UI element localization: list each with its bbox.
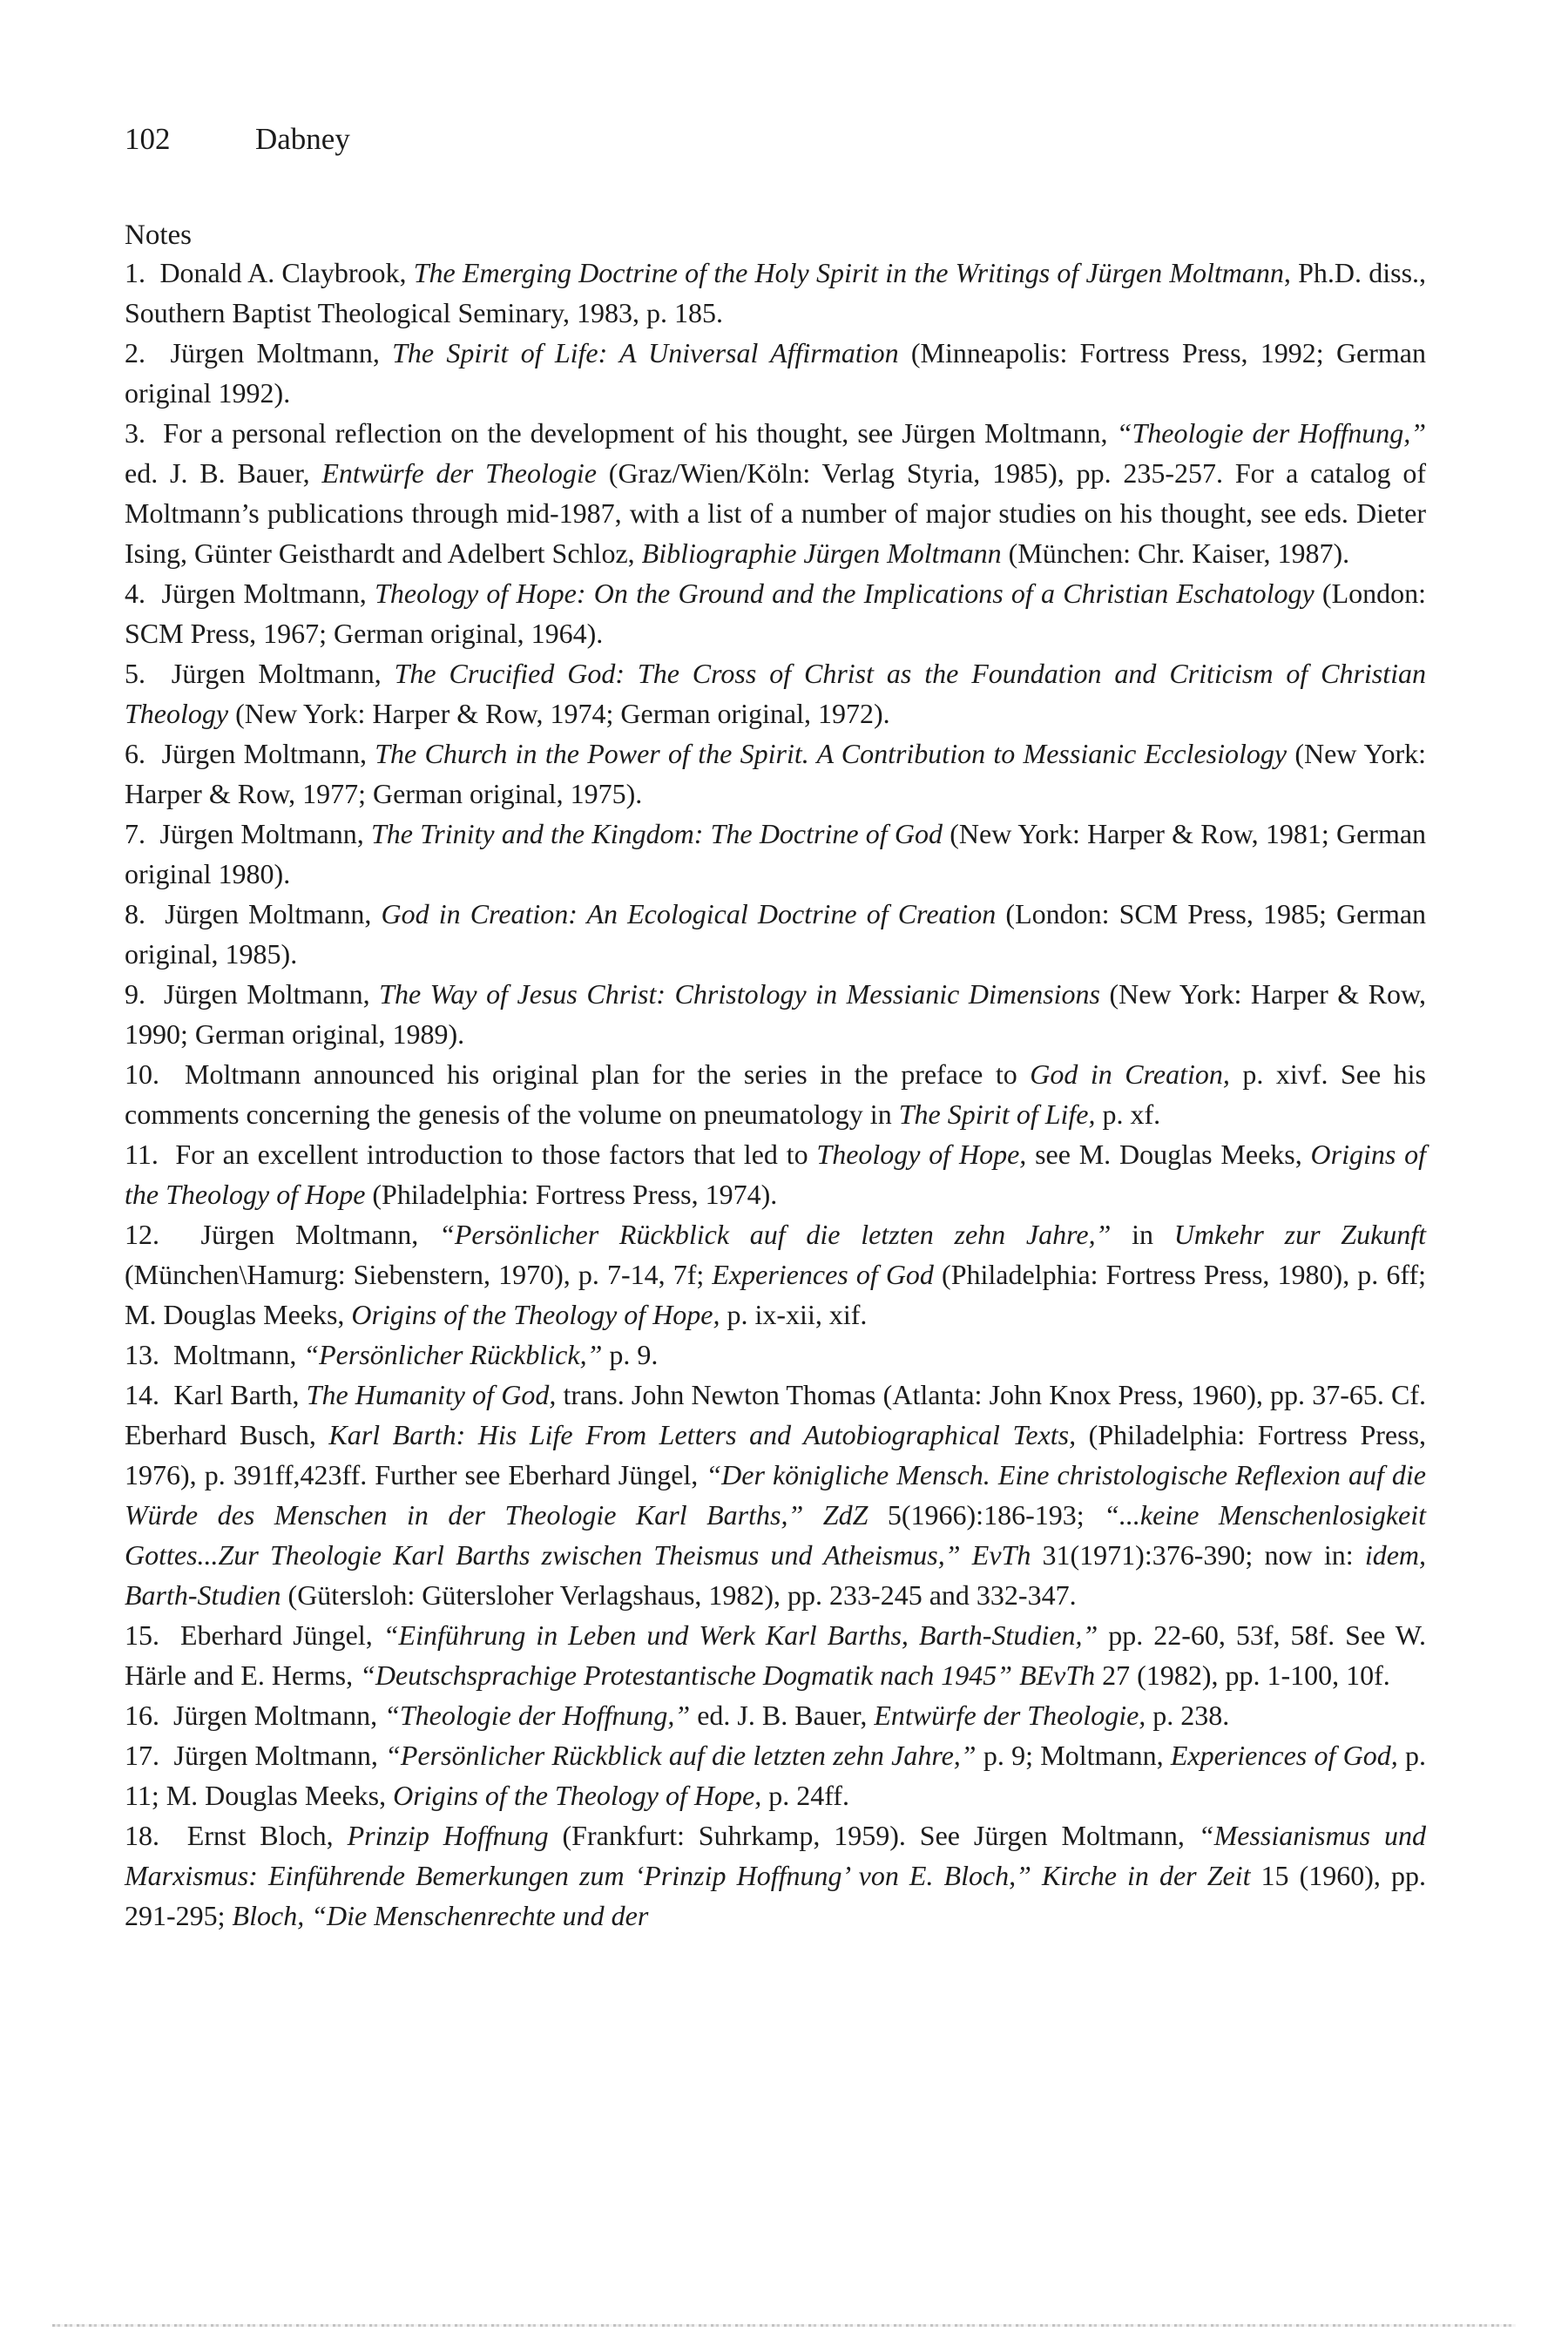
footnote [125, 733, 1426, 814]
text-run: Jürgen Moltmann, [161, 738, 375, 769]
footnote-text [125, 898, 1426, 970]
italic-title: The Spirit of Life, [898, 1098, 1096, 1130]
text-run: in [1111, 1219, 1174, 1250]
text-run: 15 (1960), pp. 291-295; [125, 1860, 1427, 1931]
footnote [125, 974, 1426, 1054]
text-run: (New York: Harper & Row, 1981; German original 1980). [125, 818, 1427, 889]
text-run: Jürgen Moltmann, [170, 337, 393, 368]
italic-title: “Einführung in Leben und Werk Karl Barths, Barth-Studien,” [382, 1619, 1098, 1651]
footnote-number: 3. [125, 417, 164, 449]
italic-title: The Church in the Power of the Spirit. A Contribution to Messianic Ecclesiology [375, 738, 1288, 769]
footnote [125, 653, 1426, 733]
italic-title: Origins of the Theology of Hope, [393, 1780, 762, 1811]
footnote [125, 894, 1426, 974]
italic-title: Entwürfe der Theologie, [874, 1700, 1146, 1731]
italic-title: Origins of the Theology of Hope [125, 1139, 1427, 1210]
footnote-number: 11. [125, 1139, 176, 1170]
text-run: For a personal reflection on the development of his thought, see Jürgen Moltmann, [163, 417, 1117, 449]
text-run: (München: Chr. Kaiser, 1987). [1001, 537, 1350, 569]
text-run: trans. John Newton Thomas (Atlanta: John Knox Press, 1960), pp. 37-65. Cf. Eberhard Busch, [125, 1379, 1427, 1450]
footnote-text [125, 578, 1426, 649]
text-run: (London: SCM Press, 1985; German original, 1985). [125, 898, 1427, 970]
text-run: p. 238. [1146, 1700, 1230, 1731]
text-run: Jürgen Moltmann, [165, 898, 382, 929]
footnote-text [125, 1740, 1426, 1811]
text-run: p. ix-xii, xif. [720, 1299, 868, 1330]
text-run: , Ph.D. diss., Southern Baptist Theological Seminary, 1983, p. 185. [125, 257, 1427, 328]
italic-title: Experiences of God, [1170, 1740, 1398, 1771]
text-run: Jürgen Moltmann, [173, 1740, 386, 1771]
text-run: pp. 22-60, 53f, 58f. See W. Härle and E. Herms, [125, 1619, 1427, 1691]
footnote-text [125, 1139, 1426, 1210]
page-number: 102 [125, 122, 171, 156]
italic-title: God in Creation: An Ecological Doctrine of Creation [381, 898, 997, 929]
footnote [125, 413, 1426, 573]
italic-title: “Theologie der Hoffnung,” [1116, 417, 1427, 449]
footnote-number: 14. [125, 1379, 174, 1410]
footnote [125, 1375, 1426, 1615]
italic-title: idem, Barth-Studien [125, 1539, 1427, 1611]
footnote-number: 5. [125, 658, 172, 689]
footnote-number: 18. [125, 1820, 187, 1851]
footnote-number: 4. [125, 578, 162, 609]
notes-heading: Notes [125, 220, 192, 251]
text-run: (Graz/Wien/Köln: Verlag Styria, 1985), pp. 235-257. For a catalog of Moltmann’s publications through mid-1987, with a list of a number of major studies on his thought, see eds. Dieter Ising, Günter Geisthardt and Adelbert Schloz, [125, 457, 1426, 569]
text-run: (Philadelphia: Fortress Press, 1976), p. 391ff,423ff. Further see Eberhard Jüngel, [125, 1419, 1427, 1490]
italic-title: Theology of Hope, [816, 1139, 1027, 1170]
text-run: (New York: Harper & Row, 1974; German original, 1972). [228, 698, 890, 729]
text-run: p. 24ff. [761, 1780, 849, 1811]
text-run: Donald A. Claybrook, [159, 257, 414, 288]
text-run: Moltmann, [173, 1339, 304, 1370]
text-run: Eberhard Jüngel, [179, 1619, 383, 1651]
text-run: Jürgen Moltmann, [159, 818, 371, 849]
italic-title: The Crucified God: The Cross of Christ as the Foundation and Criticism of Christian Theology [125, 658, 1427, 729]
italic-title: Prinzip Hoffnung [347, 1820, 549, 1851]
footnote [125, 814, 1426, 894]
text-run: Jürgen Moltmann, [171, 658, 395, 689]
italic-title: Entwürfe der Theologie [321, 457, 597, 489]
text-run: Jürgen Moltmann, [173, 1700, 385, 1731]
footnote [125, 1335, 1426, 1375]
text-run: 27 (1982), pp. 1-100, 10f. [1095, 1659, 1390, 1691]
text-run: p. xf. [1095, 1098, 1161, 1130]
footnote [125, 1615, 1426, 1695]
footnote-text [173, 1339, 658, 1370]
footnote [125, 333, 1426, 413]
text-run: (München\Hamurg: Siebenstern, 1970), p. 7-14, 7f; [125, 1259, 713, 1290]
footnote-number: 12. [125, 1219, 201, 1250]
text-run: ed. J. B. Bauer, [690, 1700, 875, 1731]
text-run: Jürgen Moltmann, [200, 1219, 440, 1250]
text-run: (Philadelphia: Fortress Press, 1974). [365, 1179, 778, 1210]
text-run: Jürgen Moltmann, [164, 978, 380, 1010]
footnote-number: 15. [125, 1619, 180, 1651]
text-run: p. 9; Moltmann, [976, 1740, 1171, 1771]
text-run: Moltmann announced his original plan for the series in the preface to [185, 1058, 1031, 1090]
text-run: (Philadelphia: Fortress Press, 1980), p. 6ff; M. Douglas Meeks, [125, 1259, 1427, 1330]
footnote-text [125, 1379, 1426, 1611]
italic-title: The Way of Jesus Christ: Christology in Messianic Dimensions [379, 978, 1100, 1010]
text-run: p. xivf. See his comments concerning the genesis of the volume on pneumatology in [125, 1058, 1427, 1130]
footnote [125, 253, 1426, 333]
footnote-number: 2. [125, 337, 171, 368]
footnote-text [173, 1700, 1229, 1731]
text-run: (Frankfurt: Suhrkamp, 1959). See Jürgen Moltmann, [548, 1820, 1199, 1851]
text-run: For an excellent introduction to those factors that led to [175, 1139, 817, 1170]
footnote [125, 1735, 1426, 1815]
footnote-number: 9. [125, 978, 165, 1010]
italic-title: EvTh [971, 1539, 1031, 1571]
italic-title: The Trinity and the Kingdom: The Doctrine of God [371, 818, 943, 849]
footnote [125, 1134, 1426, 1214]
footnote [125, 1695, 1426, 1735]
italic-title: Origins of the Theology of Hope, [351, 1299, 720, 1330]
italic-title: “Theologie der Hoffnung,” [384, 1700, 691, 1731]
footnote-text [125, 1058, 1426, 1130]
running-header [125, 122, 350, 157]
footnote-number: 16. [125, 1700, 173, 1731]
italic-title: “Persönlicher Rückblick,” [303, 1339, 603, 1370]
footnote-number: 6. [125, 738, 162, 769]
text-run: see M. Douglas Meeks, [1026, 1139, 1311, 1170]
italic-title: Umkehr zur Zukunft [1173, 1219, 1427, 1250]
footnote-text [125, 1219, 1426, 1330]
footnote [125, 1214, 1426, 1335]
text-run: p. 9. [602, 1339, 659, 1370]
running-title: Dabney [255, 122, 350, 156]
footnote-number: 17. [125, 1740, 174, 1771]
italic-title: “Persönlicher Rückblick auf die letzten zehn Jahre,” [439, 1219, 1112, 1250]
italic-title: “Der königliche Mensch. Eine christologische Reflexion auf die Würde des Menschen in der Theologie Karl Barths,” [125, 1459, 1426, 1531]
footnote-text [125, 1619, 1426, 1691]
text-run: (Minneapolis: Fortress Press, 1992; German original 1992). [125, 337, 1426, 409]
footnote-number: 10. [125, 1058, 186, 1090]
text-run: ed. J. B. Bauer, [125, 457, 322, 489]
italic-title: Bibliographie Jürgen Moltmann [641, 537, 1002, 569]
text-run: (New York: Harper & Row, 1990; German original, 1989). [125, 978, 1427, 1050]
italic-title: The Emerging Doctrine of the Holy Spirit in the Writings of Jürgen Moltmann [413, 257, 1284, 288]
italic-title: Theology of Hope: On the Ground and the Implications of a Christian Eschatology [375, 578, 1315, 609]
italic-title: Bloch, “Die Menschenrechte und der [232, 1900, 649, 1931]
footnote [125, 573, 1426, 653]
italic-title: “Messianismus und Marxismus: Einführende Bemerkungen zum ‘Prinzip Hoffnung’ von E. Bloch,” Kirche in der Zeit [125, 1820, 1427, 1891]
italic-title: God in Creation, [1030, 1058, 1230, 1090]
text-run: (London: SCM Press, 1967; German original, 1964). [125, 578, 1427, 649]
text-run: 5(1966):186-193; [868, 1499, 1105, 1531]
italic-title: Karl Barth: His Life From Letters and Autobiographical Texts, [328, 1419, 1077, 1450]
footnote-text [125, 978, 1426, 1050]
footnote-number: 1. [125, 257, 160, 288]
italic-title: The Humanity of God, [306, 1379, 557, 1410]
footnote-text [125, 337, 1426, 409]
footnote [125, 1054, 1426, 1134]
italic-title: “...keine Menschenlosigkeit Gottes...Zur Theologie Karl Barths zwischen Theismus und Atheismus,” [125, 1499, 1427, 1571]
footnote-text [125, 257, 1426, 328]
text-run [961, 1539, 972, 1571]
footnote-text [125, 658, 1426, 729]
text-run: (New York: Harper & Row, 1977; German original, 1975). [125, 738, 1427, 809]
italic-title: “Persönlicher Rückblick auf die letzten zehn Jahre,” [385, 1740, 977, 1771]
italic-title: The Spirit of Life: A Universal Affirmation [392, 337, 899, 368]
italic-title: ZdZ [822, 1499, 868, 1531]
notes-list [125, 253, 1426, 1936]
scan-edge-divider [52, 2324, 1516, 2327]
footnote-number: 8. [125, 898, 166, 929]
italic-title: “Deutschsprachige Protestantische Dogmatik nach 1945” BEvTh [360, 1659, 1096, 1691]
italic-title: Experiences of God [712, 1259, 934, 1290]
text-run: 31(1971):376-390; now in: [1031, 1539, 1365, 1571]
text-run: Karl Barth, [173, 1379, 307, 1410]
footnote [125, 1815, 1426, 1936]
text-run: (Gütersloh: Gütersloher Verlagshaus, 1982), pp. 233-245 and 332-347. [280, 1579, 1077, 1611]
text-run: Ernst Bloch, [186, 1820, 348, 1851]
footnote-text [125, 1820, 1426, 1931]
footnote-text [125, 417, 1426, 569]
text-run [803, 1499, 823, 1531]
footnote-number: 13. [125, 1339, 173, 1370]
footnote-number: 7. [125, 818, 160, 849]
footnote-text [125, 738, 1426, 809]
text-run: Jürgen Moltmann, [161, 578, 375, 609]
footnote-text [125, 818, 1426, 889]
text-run: p. 11; M. Douglas Meeks, [125, 1740, 1427, 1811]
